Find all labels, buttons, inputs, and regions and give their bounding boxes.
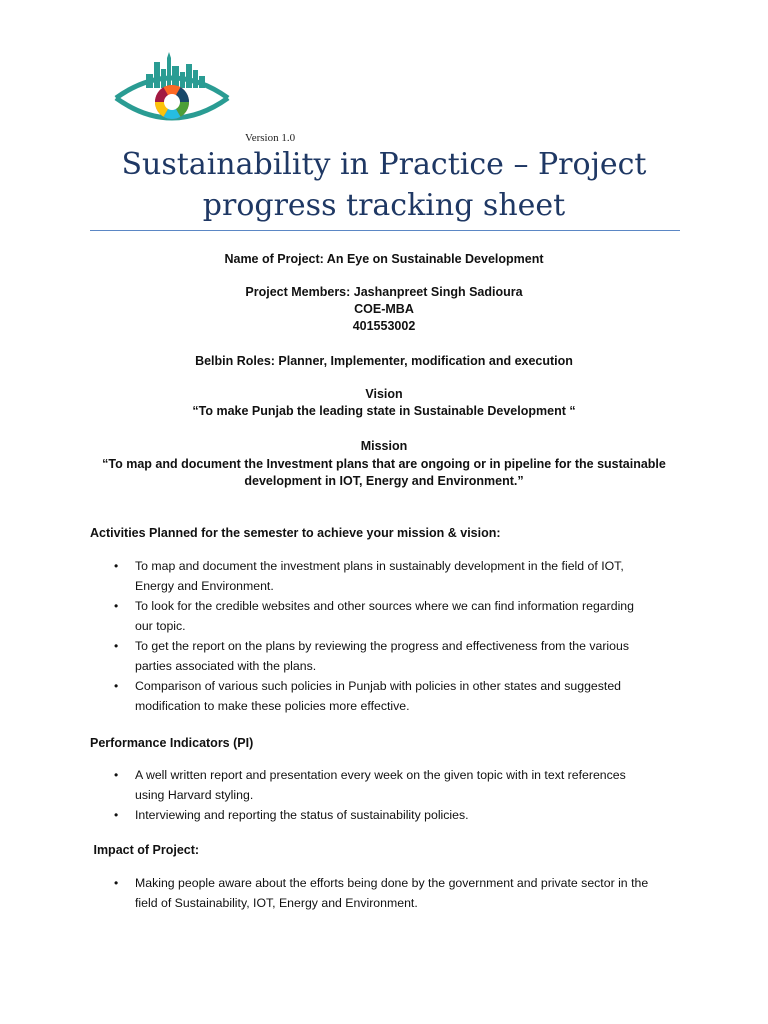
bullet-icon: • [114, 559, 119, 573]
bullet-icon: • [114, 679, 119, 693]
list-item-line-2: field of Sustainability, IOT, Energy and Environment. [135, 896, 418, 910]
page-title [90, 144, 678, 226]
bullet-icon: • [114, 768, 119, 782]
list-item [90, 596, 670, 636]
impact-list [90, 873, 670, 913]
bullet-icon: • [114, 876, 119, 890]
list-item-line-1: Comparison of various such policies in Punjab with policies in other states and suggested [135, 679, 621, 693]
bullet-icon: • [114, 599, 119, 613]
list-item-line-1: To map and document the investment plans in sustainably development in the field of IOT, [135, 559, 624, 573]
impact-heading: Impact of Project: [90, 843, 200, 857]
list-item [90, 676, 670, 716]
list-item [90, 873, 670, 913]
mission-text-line-1: “To map and document the Investment plans that are ongoing or in pipeline for the sustainable [102, 457, 666, 471]
list-item [90, 636, 670, 676]
list-item-line-1: A well written report and presentation every week on the given topic with in text references [135, 768, 626, 782]
eye-skyline-logo-icon [110, 52, 234, 140]
title-divider [90, 230, 680, 231]
project-name: Name of Project: An Eye on Sustainable Development [224, 252, 544, 266]
list-item-line-1: Making people aware about the efforts being done by the government and private sector in the [135, 876, 649, 890]
list-item-line-1: To look for the credible websites and other sources where we can find information regarding [135, 599, 634, 613]
page-title-line-1: Sustainability in Practice – Project [121, 147, 647, 182]
page-title-line-2: progress tracking sheet [202, 188, 566, 223]
activities-list [90, 556, 670, 716]
list-item-line-2: using Harvard styling. [135, 788, 254, 802]
activities-heading: Activities Planned for the semester to achieve your mission & vision: [90, 526, 501, 540]
version-label: Version 1.0 [245, 132, 296, 144]
vision-text: “To make Punjab the leading state in Sustainable Development “ [192, 404, 576, 418]
performance-heading: Performance Indicators (PI) [90, 736, 254, 750]
list-item-line-2: Energy and Environment. [135, 579, 274, 593]
project-members-line-2: COE-MBA [354, 302, 414, 316]
mission-heading: Mission [360, 439, 408, 453]
project-members-line-3: 401553002 [352, 319, 416, 333]
belbin-roles: Belbin Roles: Planner, Implementer, modification and execution [195, 354, 573, 368]
list-item-line-2: parties associated with the plans. [135, 659, 317, 673]
performance-list [90, 765, 670, 825]
list-item [90, 556, 670, 596]
vision-heading: Vision [365, 387, 403, 401]
list-item-line-1: To get the report on the plans by reviewing the progress and effectiveness from the various [135, 639, 629, 653]
project-members-line-1: Project Members: Jashanpreet Singh Sadioura [245, 285, 523, 299]
list-item-line-2: modification to make these policies more effective. [135, 699, 410, 713]
list-item-line-1: Interviewing and reporting the status of sustainability policies. [135, 808, 469, 822]
mission-text-line-2: development in IOT, Energy and Environment.” [244, 474, 524, 488]
list-item [90, 765, 670, 805]
bullet-icon: • [114, 639, 119, 653]
list-item [90, 805, 670, 825]
list-item-line-2: our topic. [135, 619, 186, 633]
bullet-icon: • [114, 808, 119, 822]
